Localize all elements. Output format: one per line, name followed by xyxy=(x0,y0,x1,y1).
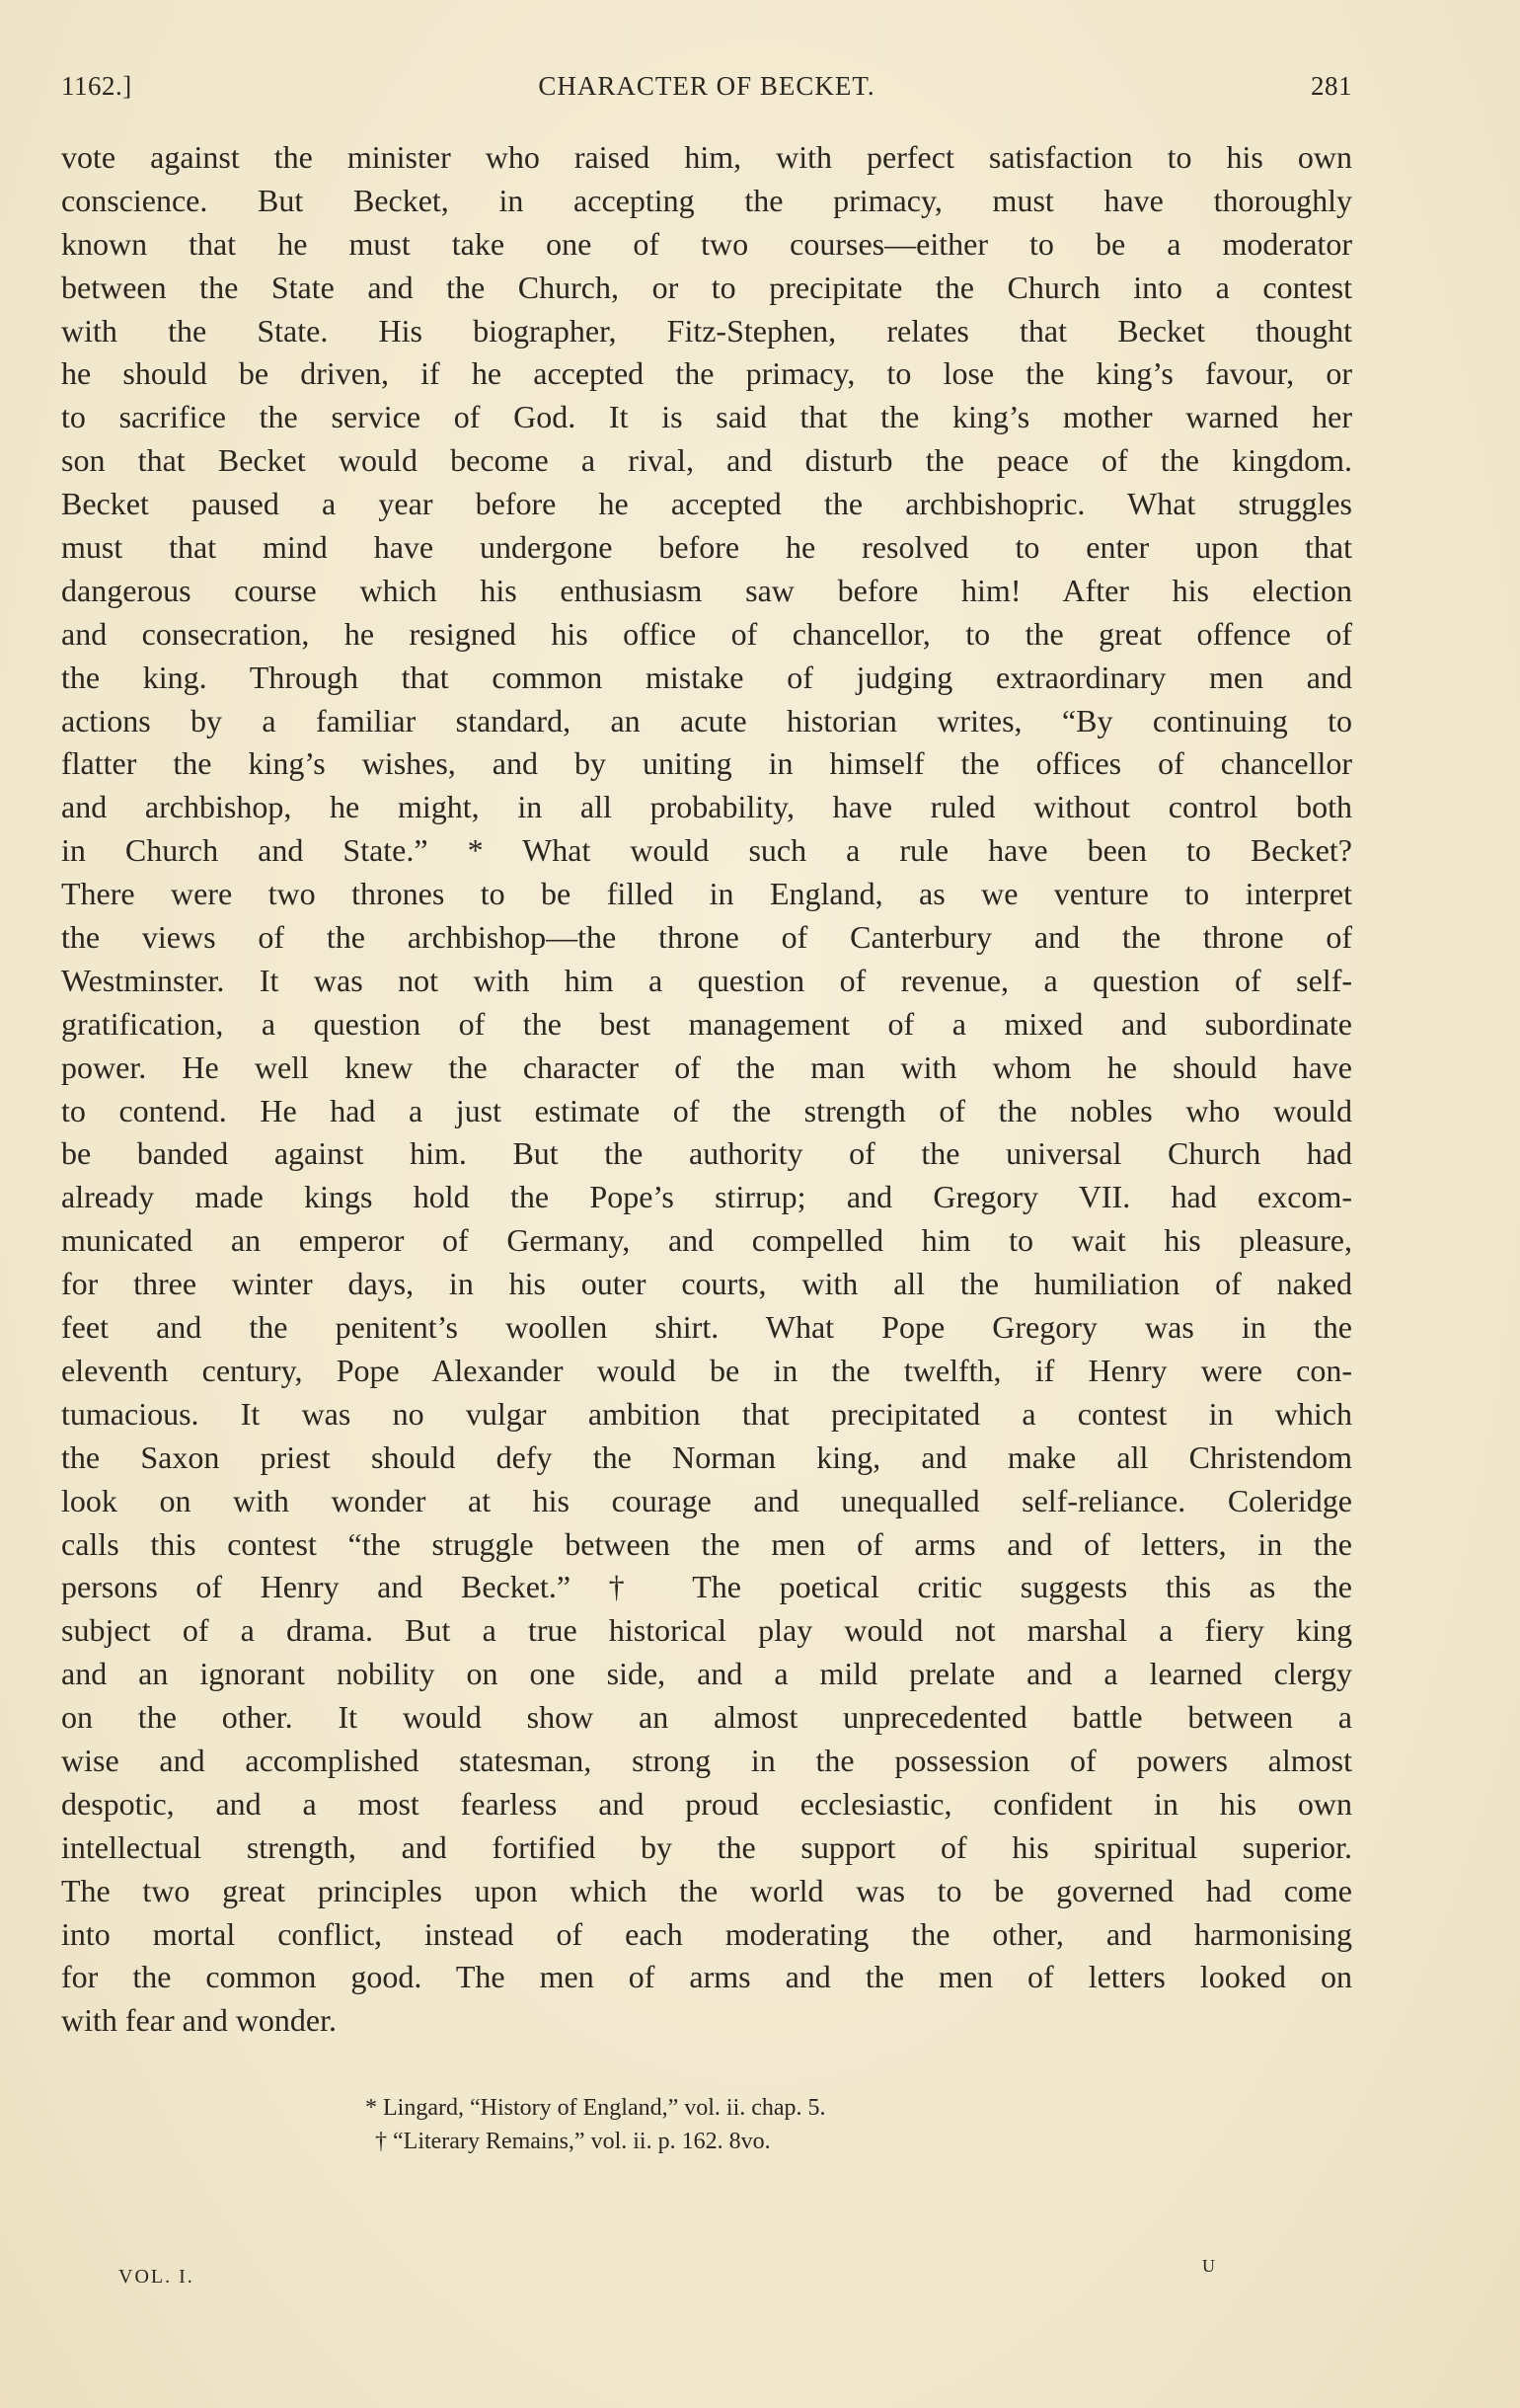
running-head xyxy=(61,71,1352,111)
text-line: known that he must take one of two courses—either to be a moderator xyxy=(61,225,1352,262)
text-line: actions by a familiar standard, an acute historian writes, “By continuing to xyxy=(61,702,1352,738)
text-line: flatter the king’s wishes, and by uniting in himself the offices of chancellor xyxy=(61,745,1352,782)
text-line: dangerous course which his enthusiasm saw before him! After his election xyxy=(61,572,1352,608)
text-line: and an ignorant nobility on one side, and a mild prelate and a learned clergy xyxy=(61,1656,1352,1692)
footnote-1: * Lingard, “History of England,” vol. ii. chap. 5. xyxy=(365,2095,826,2121)
text-line: municated an emperor of Germany, and compelled him to wait his pleasure, xyxy=(61,1222,1352,1259)
text-line: gratification, a question of the best management of a mixed and subordinate xyxy=(61,1005,1352,1042)
text-line: intellectual strength, and fortified by the support of his spiritual superior. xyxy=(61,1828,1352,1865)
text-line: power. He well knew the character of the man with whom he should have xyxy=(61,1049,1352,1085)
text-line: calls this contest “the struggle between the men of arms and of letters, in the xyxy=(61,1525,1352,1562)
text-line: must that mind have undergone before he resolved to enter upon that xyxy=(61,529,1352,566)
text-line: for the common good. The men of arms and the men of letters looked on xyxy=(61,1959,1352,1995)
text-line: on the other. It would show an almost unprecedented battle between a xyxy=(61,1699,1352,1736)
gathering-signature: U xyxy=(1202,2256,1215,2276)
text-line: wise and accomplished statesman, strong in the possession of powers almost xyxy=(61,1742,1352,1778)
text-line-last: with fear and wonder. xyxy=(61,2002,338,2039)
text-line: the Saxon priest should defy the Norman king, and make all Christendom xyxy=(61,1438,1352,1475)
header-title: CHARACTER OF BECKET. xyxy=(538,71,875,101)
text-line: already made kings hold the Pope’s stirrup; and Gregory VII. had excom- xyxy=(61,1179,1352,1215)
text-line: be banded against him. But the authority of the universal Church had xyxy=(61,1135,1352,1172)
text-line: There were two thrones to be filled in England, as we venture to interpret xyxy=(61,876,1352,912)
footnotes xyxy=(365,2091,1056,2158)
text-line: despotic, and a most fearless and proud ecclesiastic, confident in his own xyxy=(61,1785,1352,1822)
text-line: he should be driven, if he accepted the primacy, to lose the king’s favour, or xyxy=(61,355,1352,392)
text-line: for three winter days, in his outer courts, with all the humiliation of naked xyxy=(61,1266,1352,1302)
text-line: with the State. His biographer, Fitz-Stephen, relates that Becket thought xyxy=(61,312,1352,349)
footnote-2: † “Literary Remains,” vol. ii. p. 162. 8vo. xyxy=(375,2129,771,2154)
text-line: Becket paused a year before he accepted the archbishopric. What struggles xyxy=(61,486,1352,522)
text-line: look on with wonder at his courage and unequalled self-reliance. Coleridge xyxy=(61,1482,1352,1518)
header-year: 1162.] xyxy=(61,71,132,101)
volume-signature: VOL. I. xyxy=(118,2266,194,2288)
text-line: to contend. He had a just estimate of the strength of the nobles who would xyxy=(61,1092,1352,1128)
text-line: the views of the archbishop—the throne of Canterbury and the throne of xyxy=(61,919,1352,956)
text-line: persons of Henry and Becket.” † The poetical critic suggests this as the xyxy=(61,1569,1352,1605)
text-line: the king. Through that common mistake of judging extraordinary men and xyxy=(61,659,1352,695)
text-line: between the State and the Church, or to precipitate the Church into a contest xyxy=(61,269,1352,305)
text-line: son that Becket would become a rival, and disturb the peace of the kingdom. xyxy=(61,442,1352,479)
text-line: vote against the minister who raised him, with perfect satisfaction to his own xyxy=(61,139,1352,175)
text-line: tumacious. It was no vulgar ambition that precipitated a contest in which xyxy=(61,1395,1352,1432)
text-line: eleventh century, Pope Alexander would be in the twelfth, if Henry were con- xyxy=(61,1352,1352,1388)
body-paragraph xyxy=(61,136,1352,2043)
text-line: in Church and State.” * What would such a rule have been to Becket? xyxy=(61,832,1352,869)
text-line: to sacrifice the service of God. It is said that the king’s mother warned her xyxy=(61,399,1352,435)
text-line: feet and the penitent’s woollen shirt. What Pope Gregory was in the xyxy=(61,1309,1352,1346)
text-line: subject of a drama. But a true historical play would not marshal a fiery king xyxy=(61,1612,1352,1649)
text-line: into mortal conflict, instead of each moderating the other, and harmonising xyxy=(61,1915,1352,1952)
text-line: and archbishop, he might, in all probability, have ruled without control both xyxy=(61,789,1352,825)
text-line: Westminster. It was not with him a question of revenue, a question of self- xyxy=(61,962,1352,998)
text-line: and consecration, he resigned his office of chancellor, to the great offence of xyxy=(61,615,1352,652)
text-line: The two great principles upon which the world was to be governed had come xyxy=(61,1872,1352,1908)
text-line: conscience. But Becket, in accepting the primacy, must have thoroughly xyxy=(61,182,1352,218)
page-number: 281 xyxy=(1311,71,1352,101)
